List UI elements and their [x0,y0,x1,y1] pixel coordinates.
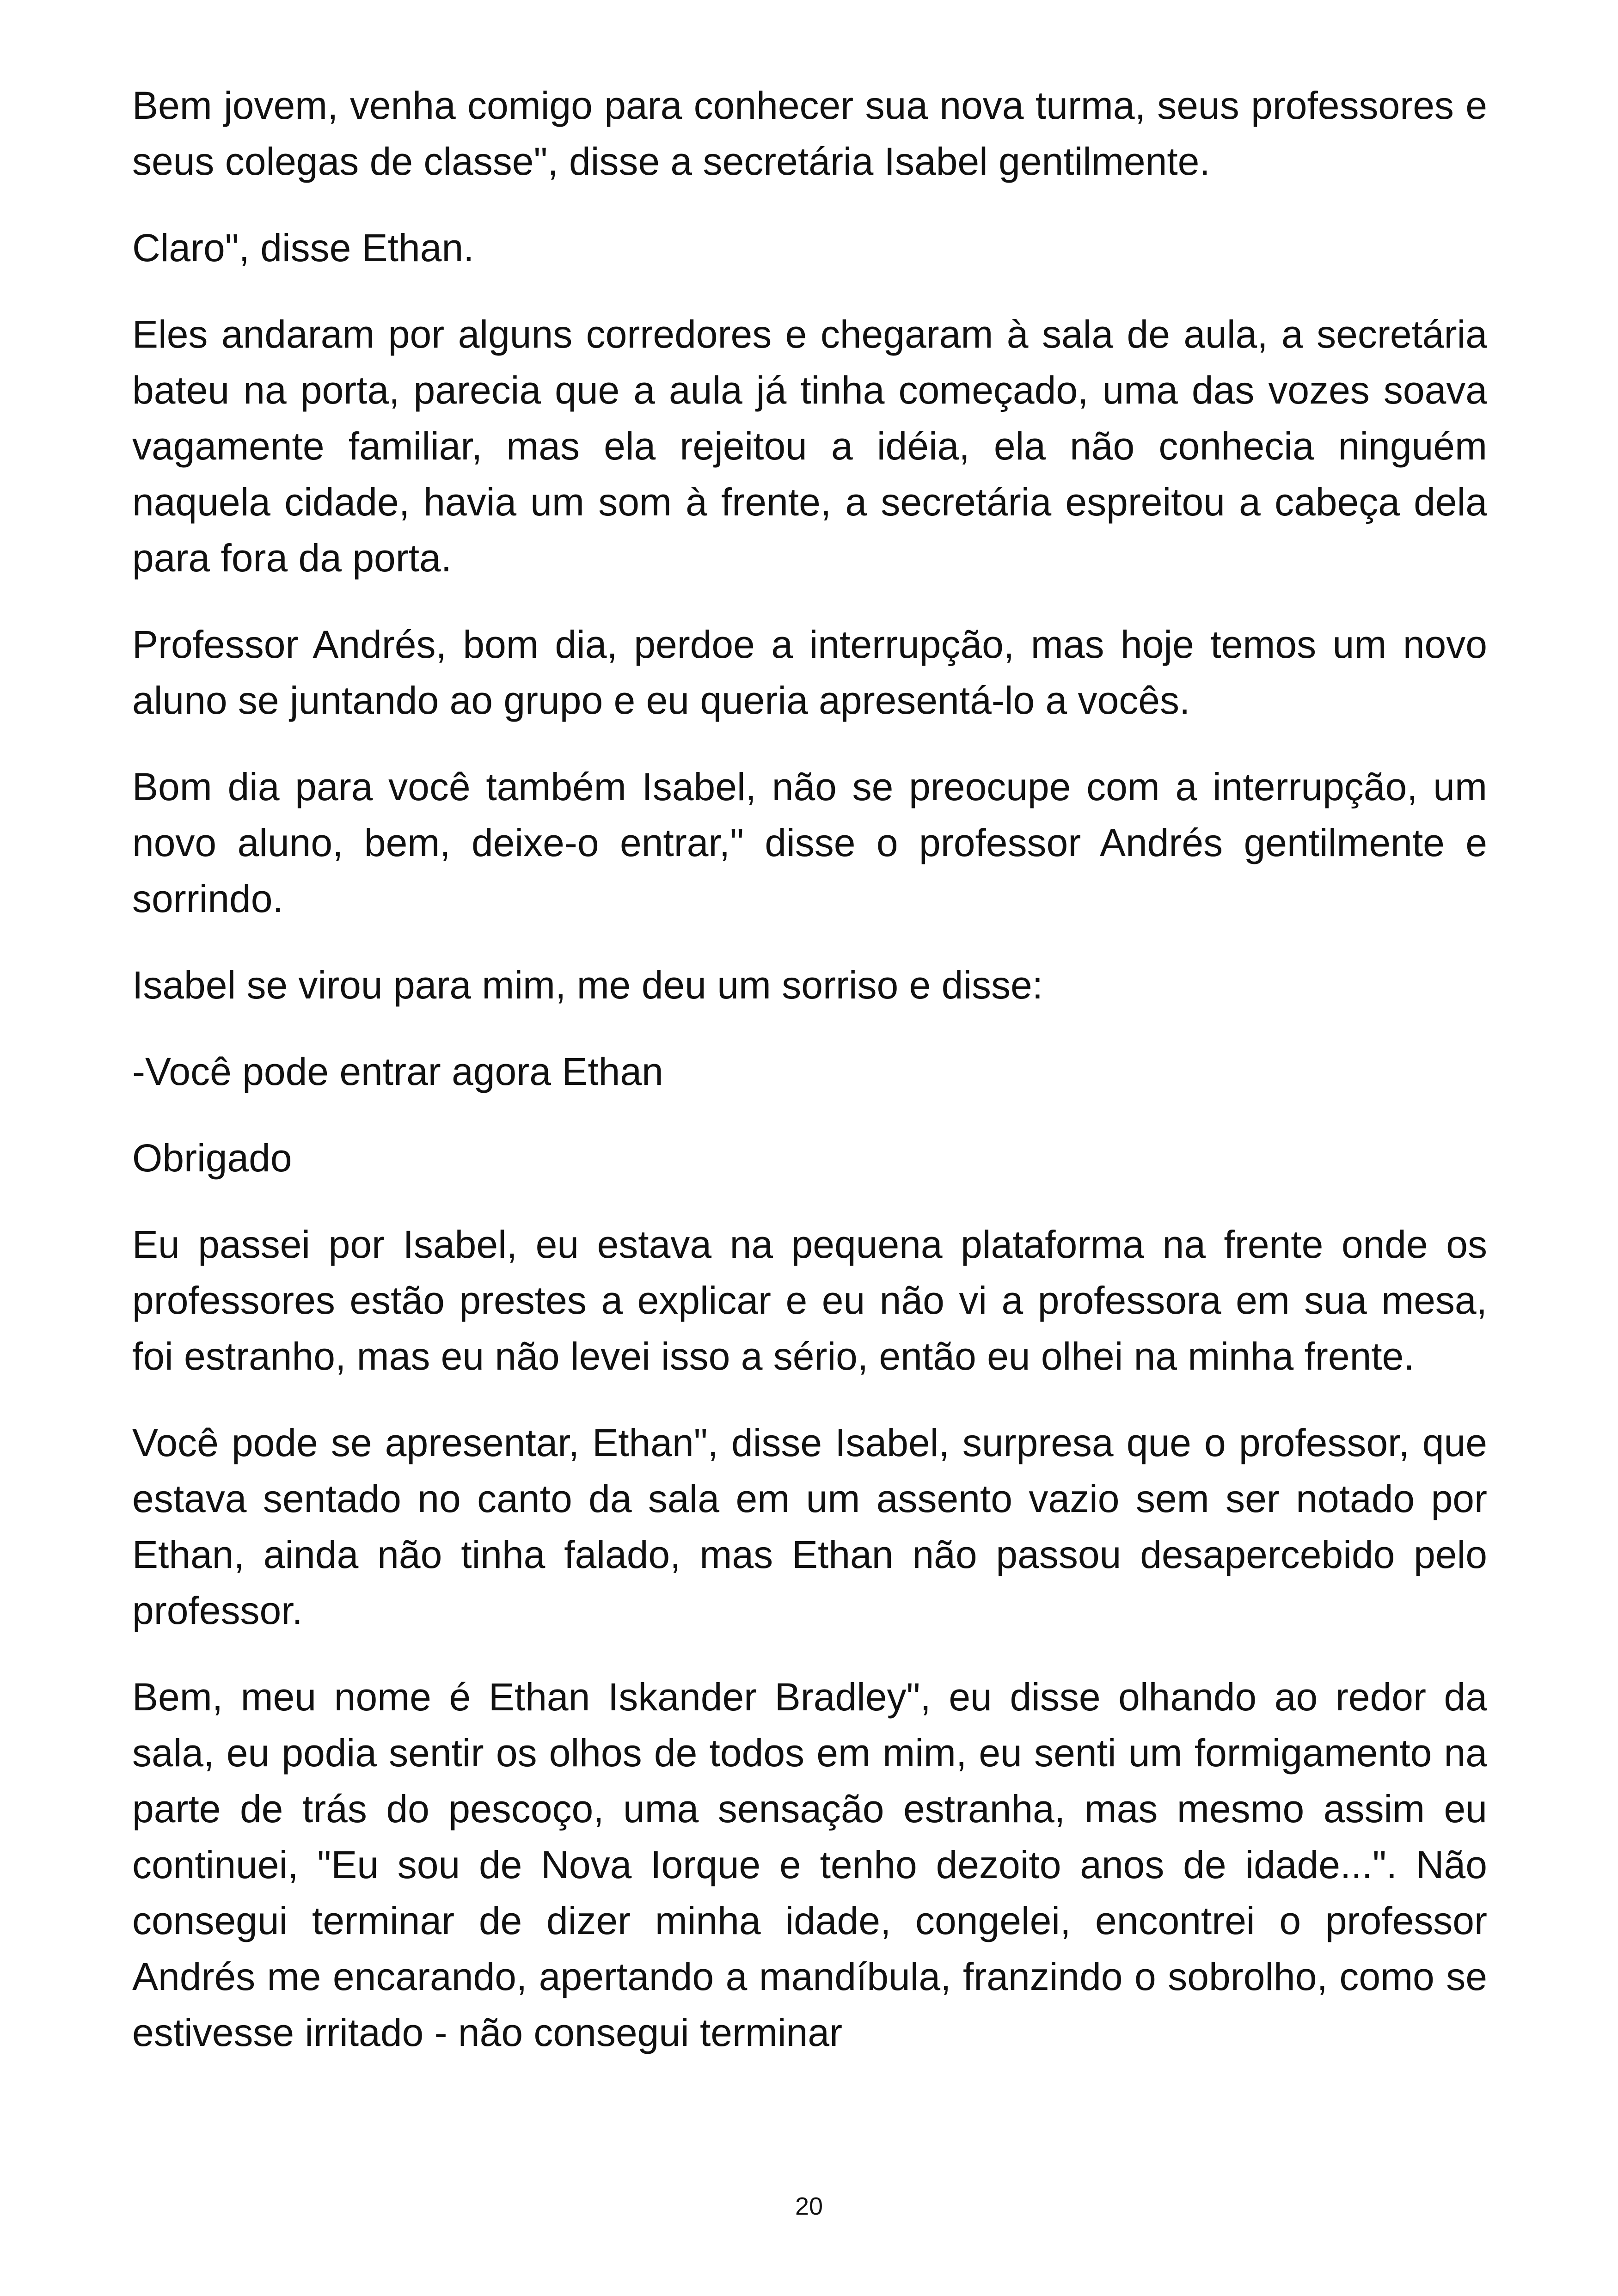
paragraph: Isabel se virou para mim, me deu um sorriso e disse: [132,963,1043,1007]
paragraph: Você pode se apresentar, Ethan", disse Isabel, surpresa que o professor, que estava sentado no canto da sala em um assento vazio sem ser notado por Ethan, ainda não tinha falado, mas Ethan não passou desapercebido pelo professor. [132,1421,1487,1632]
paragraph: Claro", disse Ethan. [132,226,474,269]
paragraph: -Você pode entrar agora Ethan [132,1050,663,1093]
paragraph: Eu passei por Isabel, eu estava na pequena plataforma na frente onde os professores estão prestes a explicar e eu não vi a professora em sua mesa, foi estranho, mas eu não levei isso a sério, então eu olhei na minha frente. [132,1223,1487,1378]
paragraph: Bem jovem, venha comigo para conhecer sua nova turma, seus professores e seus colegas de classe", disse a secretária Isabel gentilmente. [132,84,1487,183]
body-text [132,78,1487,2091]
paragraph: Professor Andrés, bom dia, perdoe a interrupção, mas hoje temos um novo aluno se juntando ao grupo e eu queria apresentá-lo a vocês. [132,623,1487,722]
paragraph: Eles andaram por alguns corredores e chegaram à sala de aula, a secretária bateu na porta, parecia que a aula já tinha começado, uma das vozes soava vagamente familiar, mas ela rejeitou a idéia, ela não conhecia ninguém naquela cidade, havia um som à frente, a secretária espreitou a cabeça dela para fora da porta. [132,312,1487,580]
paragraph: Bem, meu nome é Ethan Iskander Bradley", eu disse olhando ao redor da sala, eu podia sentir os olhos de todos em mim, eu senti um formigamento na parte de trás do pescoço, uma sensação estranha, mas mesmo assim eu continuei, "Eu sou de Nova Iorque e tenho dezoito anos de idade...". Não consegui terminar de dizer minha idade, congelei, encontrei o professor Andrés me encarando, apertando a mandíbula, franzindo o sobrolho, como se estivesse irritado - não consegui terminar [132,1675,1487,2054]
page-number: 20 [795,2192,823,2220]
paragraph: Bom dia para você também Isabel, não se preocupe com a interrupção, um novo aluno, bem, deixe-o entrar," disse o professor Andrés gentilmente e sorrindo. [132,765,1487,920]
paragraph: Obrigado [132,1136,292,1180]
